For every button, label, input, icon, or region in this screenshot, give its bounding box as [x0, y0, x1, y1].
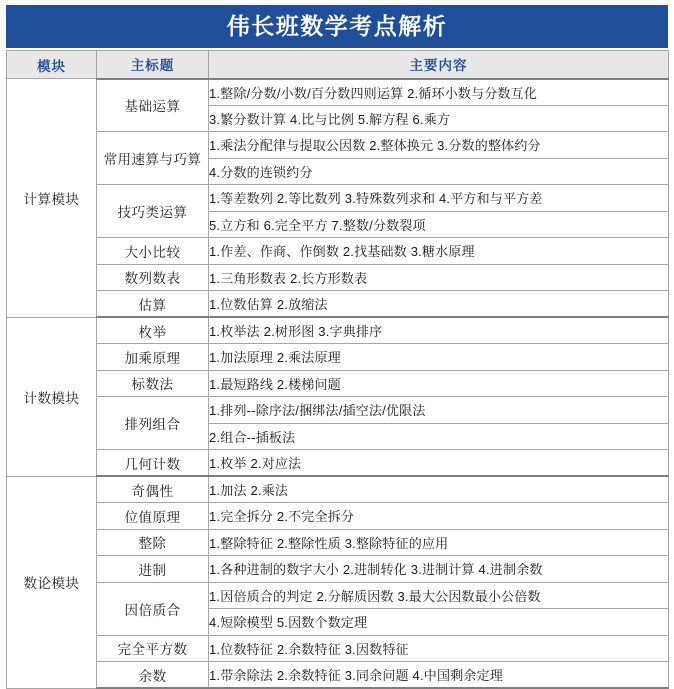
topic-label: 数列数表 [97, 264, 209, 291]
table-row [7, 317, 669, 344]
topic-label: 完全平方数 [97, 635, 209, 662]
column-header-topic: 主标题 [97, 51, 209, 79]
content-line: 1.加法原理 2.乘法原理 [209, 344, 669, 371]
content-line: 1.完全拆分 2.不完全拆分 [209, 503, 669, 530]
topic-label: 估算 [97, 291, 209, 318]
table-header-row [7, 51, 669, 79]
syllabus-table-container [6, 50, 668, 682]
topic-label: 奇偶性 [97, 476, 209, 503]
content-line: 4.短除模型 5.因数个数定理 [209, 609, 669, 636]
content-line: 2.组合--插板法 [209, 423, 669, 450]
content-line: 1.因倍质合的判定 2.分解质因数 3.最大公因数最小公倍数 [209, 582, 669, 609]
table-row [7, 582, 669, 609]
topic-label: 标数法 [97, 370, 209, 397]
content-line: 3.繁分数计算 4.比与比例 5.解方程 6.乘方 [209, 105, 669, 132]
content-line: 1.枚举法 2.树形图 3.字典排序 [209, 317, 669, 344]
table-row [7, 503, 669, 530]
table-row [7, 79, 669, 106]
topic-label: 常用速算与巧算 [97, 132, 209, 185]
column-header-content: 主要内容 [209, 51, 669, 79]
table-row [7, 476, 669, 503]
content-line: 1.整除/分数/小数/百分数四则运算 2.循环小数与分数互化 [209, 79, 669, 106]
content-line: 1.作差、作商、作倒数 2.找基础数 3.糖水原理 [209, 238, 669, 265]
content-line: 1.枚举 2.对应法 [209, 450, 669, 477]
table-row [7, 238, 669, 265]
topic-label: 位值原理 [97, 503, 209, 530]
topic-label: 加乘原理 [97, 344, 209, 371]
content-line: 5.立方和 6.完全平方 7.整数/分数裂项 [209, 211, 669, 238]
content-line: 1.乘法分配律与提取公因数 2.整体换元 3.分数的整体约分 [209, 132, 669, 159]
table-header [7, 51, 669, 79]
content-line: 1.三角形数表 2.长方形数表 [209, 264, 669, 291]
table-body [7, 79, 669, 689]
page-title: 伟长班数学考点解析 [226, 13, 448, 39]
content-line: 1.位数特征 2.余数特征 3.因数特征 [209, 635, 669, 662]
table-row [7, 662, 669, 689]
content-line: 1.位数估算 2.放缩法 [209, 291, 669, 318]
content-line: 1.各种进制的数字大小 2.进制转化 3.进制计算 4.进制余数 [209, 556, 669, 583]
table-row [7, 185, 669, 212]
table-row [7, 556, 669, 583]
content-line: 4.分数的连锁约分 [209, 158, 669, 185]
table-row [7, 529, 669, 556]
table-row [7, 344, 669, 371]
syllabus-table [6, 50, 669, 689]
table-row [7, 132, 669, 159]
module-label: 数论模块 [7, 476, 97, 688]
topic-label: 基础运算 [97, 79, 209, 132]
topic-label: 枚举 [97, 317, 209, 344]
table-row [7, 370, 669, 397]
table-row [7, 450, 669, 477]
module-label: 计算模块 [7, 79, 97, 318]
topic-label: 整除 [97, 529, 209, 556]
column-header-module: 模块 [7, 51, 97, 79]
poster-title-bar [6, 5, 668, 48]
topic-label: 余数 [97, 662, 209, 689]
topic-label: 技巧类运算 [97, 185, 209, 238]
content-line: 1.等差数列 2.等比数列 3.特殊数列求和 4.平方和与平方差 [209, 185, 669, 212]
content-line: 1.带余除法 2.余数特征 3.同余问题 4.中国剩余定理 [209, 662, 669, 689]
content-line: 1.排列--除序法/捆绑法/插空法/优限法 [209, 397, 669, 424]
topic-label: 大小比较 [97, 238, 209, 265]
table-row [7, 635, 669, 662]
table-row [7, 264, 669, 291]
content-line: 1.最短路线 2.楼梯问题 [209, 370, 669, 397]
content-line: 1.整除特征 2.整除性质 3.整除特征的应用 [209, 529, 669, 556]
table-row [7, 291, 669, 318]
topic-label: 因倍质合 [97, 582, 209, 635]
topic-label: 进制 [97, 556, 209, 583]
topic-label: 排列组合 [97, 397, 209, 450]
table-row [7, 397, 669, 424]
content-line: 1.加法 2.乘法 [209, 476, 669, 503]
topic-label: 几何计数 [97, 450, 209, 477]
module-label: 计数模块 [7, 317, 97, 476]
